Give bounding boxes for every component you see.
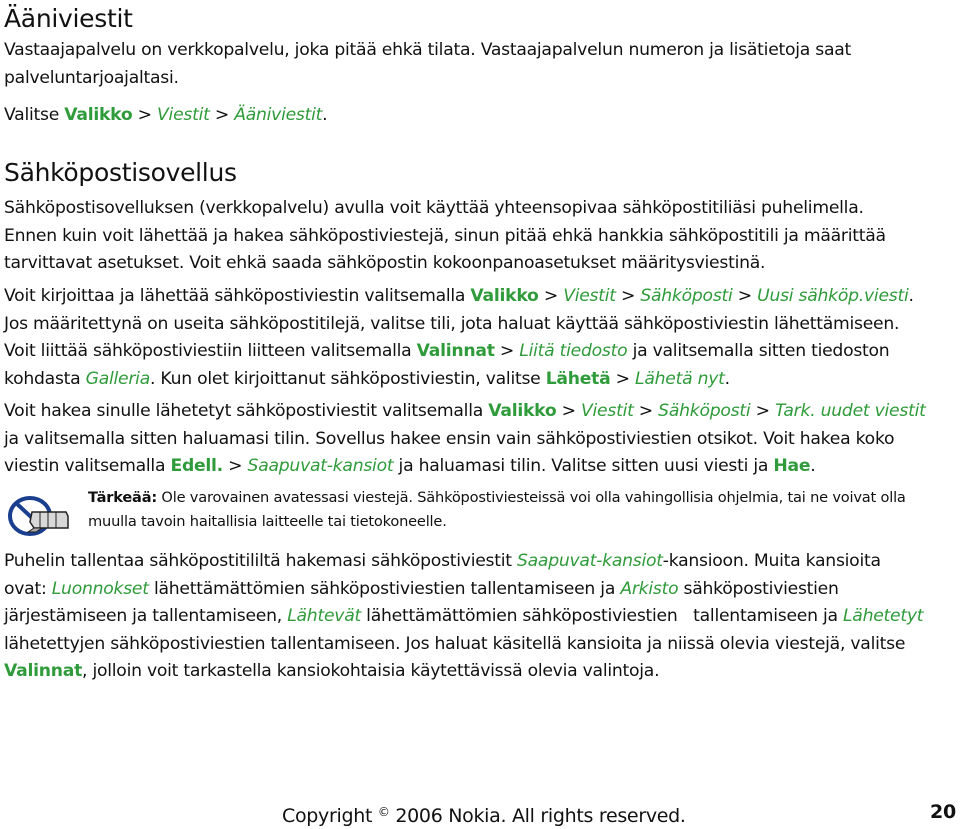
menu-item-sahkoposti: Sähköposti xyxy=(658,401,751,421)
text-line: lähetettyjen sähköpostiviestien tallentamiseen. Jos haluat käsitellä kansioita ja niissä olevia viestejä, valitse xyxy=(4,633,906,654)
text: Puhelin tallentaa sähköpostitililtä hakemasi sähköpostiviestit xyxy=(4,551,517,571)
text: -kansioon. Muita kansioita xyxy=(662,551,881,571)
text-line xyxy=(4,366,944,394)
folder-luonnokset: Luonnokset xyxy=(51,578,149,599)
text: > xyxy=(132,105,158,125)
text: sähköpostiviestien xyxy=(678,578,839,599)
menu-item-laheta-nyt: Lähetä nyt xyxy=(635,368,725,389)
text: . Kun olet kirjoittanut sähköpostiviestin, valitse xyxy=(150,368,546,389)
paragraph-email-intro xyxy=(4,195,944,278)
menu-key-laheta: Lähetä xyxy=(545,368,611,389)
menu-key-valinnat: Valinnat xyxy=(416,341,495,361)
text: Copyright xyxy=(282,805,378,827)
text: lähettämättömien sähköpostiviestien tallentamiseen ja xyxy=(148,578,621,599)
text-line xyxy=(4,658,944,686)
text: > xyxy=(209,105,235,125)
page-number: 20 xyxy=(929,801,956,823)
text-line: Sähköpostisovelluksen (verkkopalvelu) avulla voit käyttää yhteensopivaa sähköpostitiliäsi puhelimella. xyxy=(4,198,864,218)
menu-item-tark-uudet-viestit: Tark. uudet viestit xyxy=(774,401,926,421)
text: > xyxy=(615,286,641,306)
paragraph-voice-path xyxy=(4,102,944,130)
text-line xyxy=(4,576,944,604)
text-line: Ennen kuin voit lähettää ja hakea sähköpostiviestejä, sinun pitää ehkä hankkia sähköpostitili ja määrittää xyxy=(4,225,886,246)
copyright-symbol: © xyxy=(377,805,390,819)
text: > xyxy=(538,286,564,306)
paragraph-email-compose xyxy=(4,283,944,393)
text: , jolloin voit tarkastella kansiokohtaisia käytettävissä olevia valintoja. xyxy=(82,661,660,681)
text-line: palveluntarjoajaltasi. xyxy=(4,67,179,88)
menu-item-sahkoposti: Sähköposti xyxy=(640,286,733,306)
section-heading-email: Sähköpostisovellus xyxy=(4,158,237,187)
text-line: Vastaajapalvelu on verkkopalvelu, joka pitää ehkä tilata. Vastaajapalvelun numeron ja lisätietoja saat xyxy=(4,40,852,60)
text: 2006 Nokia. All rights reserved. xyxy=(389,805,686,827)
footer-copyright xyxy=(282,799,686,829)
text: ja haluamasi tilin. Valitse sitten uusi viesti ja xyxy=(393,456,774,476)
menu-item-galleria: Galleria xyxy=(85,368,150,389)
text: Voit liittää sähköpostiviestiin liitteen valitsemalla xyxy=(4,341,417,361)
text-line: muulla tavoin haitallisia laitteelle tai tietokoneelle. xyxy=(88,513,447,530)
text-line: Jos määritettynä on useita sähköpostitilejä, valitse tili, jota haluat käyttää sähköpostiviestin lähettämiseen. xyxy=(4,313,900,334)
text: ovat: xyxy=(4,578,52,599)
menu-key-valinnat: Valinnat xyxy=(4,661,83,681)
menu-item-viestit: Viestit xyxy=(157,105,210,125)
text-line: ja valitsemalla sitten haluamasi tilin. Sovellus hakee ensin vain sähköpostiviestien otsikot. Voit hakea koko xyxy=(4,428,895,449)
text: ja valitsemalla sitten tiedoston xyxy=(627,341,890,361)
menu-key-valikko: Valikko xyxy=(64,105,133,125)
important-label: Tärkeää: xyxy=(88,489,157,506)
menu-item-liita-tiedosto: Liitä tiedosto xyxy=(519,341,628,361)
important-note xyxy=(4,486,954,542)
folder-arkisto: Arkisto xyxy=(620,578,679,599)
folder-saapuvat-kansiot: Saapuvat-kansiot xyxy=(516,551,663,571)
text: > xyxy=(494,341,520,361)
menu-item-saapuvat-kansiot: Saapuvat-kansiot xyxy=(247,456,394,476)
text-line xyxy=(4,548,944,576)
text: . xyxy=(908,286,914,306)
text-line: tarvittavat asetukset. Voit ehkä saada sähköpostin kokoonpanoasetukset määritysviestinä. xyxy=(4,253,766,273)
warning-hand-icon xyxy=(6,492,72,536)
text: Voit kirjoittaa ja lähettää sähköpostiviestin valitsemalla xyxy=(4,286,471,306)
text: > xyxy=(633,401,659,421)
text: järjestämiseen ja tallentamiseen, xyxy=(4,606,288,626)
menu-key-valikko: Valikko xyxy=(470,286,539,306)
menu-key-edell: Edell. xyxy=(170,456,223,476)
text-line xyxy=(4,398,944,426)
text: Valitse xyxy=(4,105,65,125)
folder-lahtevat: Lähtevät xyxy=(287,606,361,626)
paragraph-voice-intro xyxy=(4,37,944,92)
text-line xyxy=(4,102,944,130)
text: > xyxy=(732,286,758,306)
menu-key-hae: Hae xyxy=(773,456,811,476)
text-line xyxy=(4,453,944,481)
menu-item-viestit: Viestit xyxy=(581,401,634,421)
menu-item-aaniviestit: Ääniviestit xyxy=(234,105,323,125)
text: Voit hakea sinulle lähetetyt sähköpostiviestit valitsemalla xyxy=(4,401,489,421)
menu-item-viestit: Viestit xyxy=(563,286,616,306)
paragraph-email-retrieve xyxy=(4,398,944,481)
text: > xyxy=(222,456,248,476)
folder-lahetetyt: Lähetetyt xyxy=(842,606,924,626)
text-line xyxy=(4,603,944,631)
text: kohdasta xyxy=(4,368,86,389)
paragraph-email-folders xyxy=(4,548,944,686)
text: Ole varovainen avatessasi viestejä. Sähköpostiviesteissä voi olla vahingollisia ohjelmia, tai ne voivat olla xyxy=(156,489,906,506)
text: viestin valitsemalla xyxy=(4,456,171,476)
text: lähettämättömien sähköpostiviestien tallentamiseen ja xyxy=(360,606,843,626)
text-line xyxy=(4,338,944,366)
text: > xyxy=(610,368,636,389)
text-line xyxy=(88,486,906,510)
text-line xyxy=(4,283,944,311)
text: > xyxy=(750,401,775,421)
menu-item-uusi-sahkopviesti: Uusi sähköp.viesti xyxy=(757,286,909,306)
text: > xyxy=(556,401,582,421)
text: . xyxy=(724,368,730,389)
important-note-text xyxy=(88,486,906,534)
section-heading-voice-messages: Ääniviestit xyxy=(4,4,133,33)
text: . xyxy=(810,456,816,476)
menu-key-valikko: Valikko xyxy=(488,401,557,421)
text: . xyxy=(322,105,328,125)
